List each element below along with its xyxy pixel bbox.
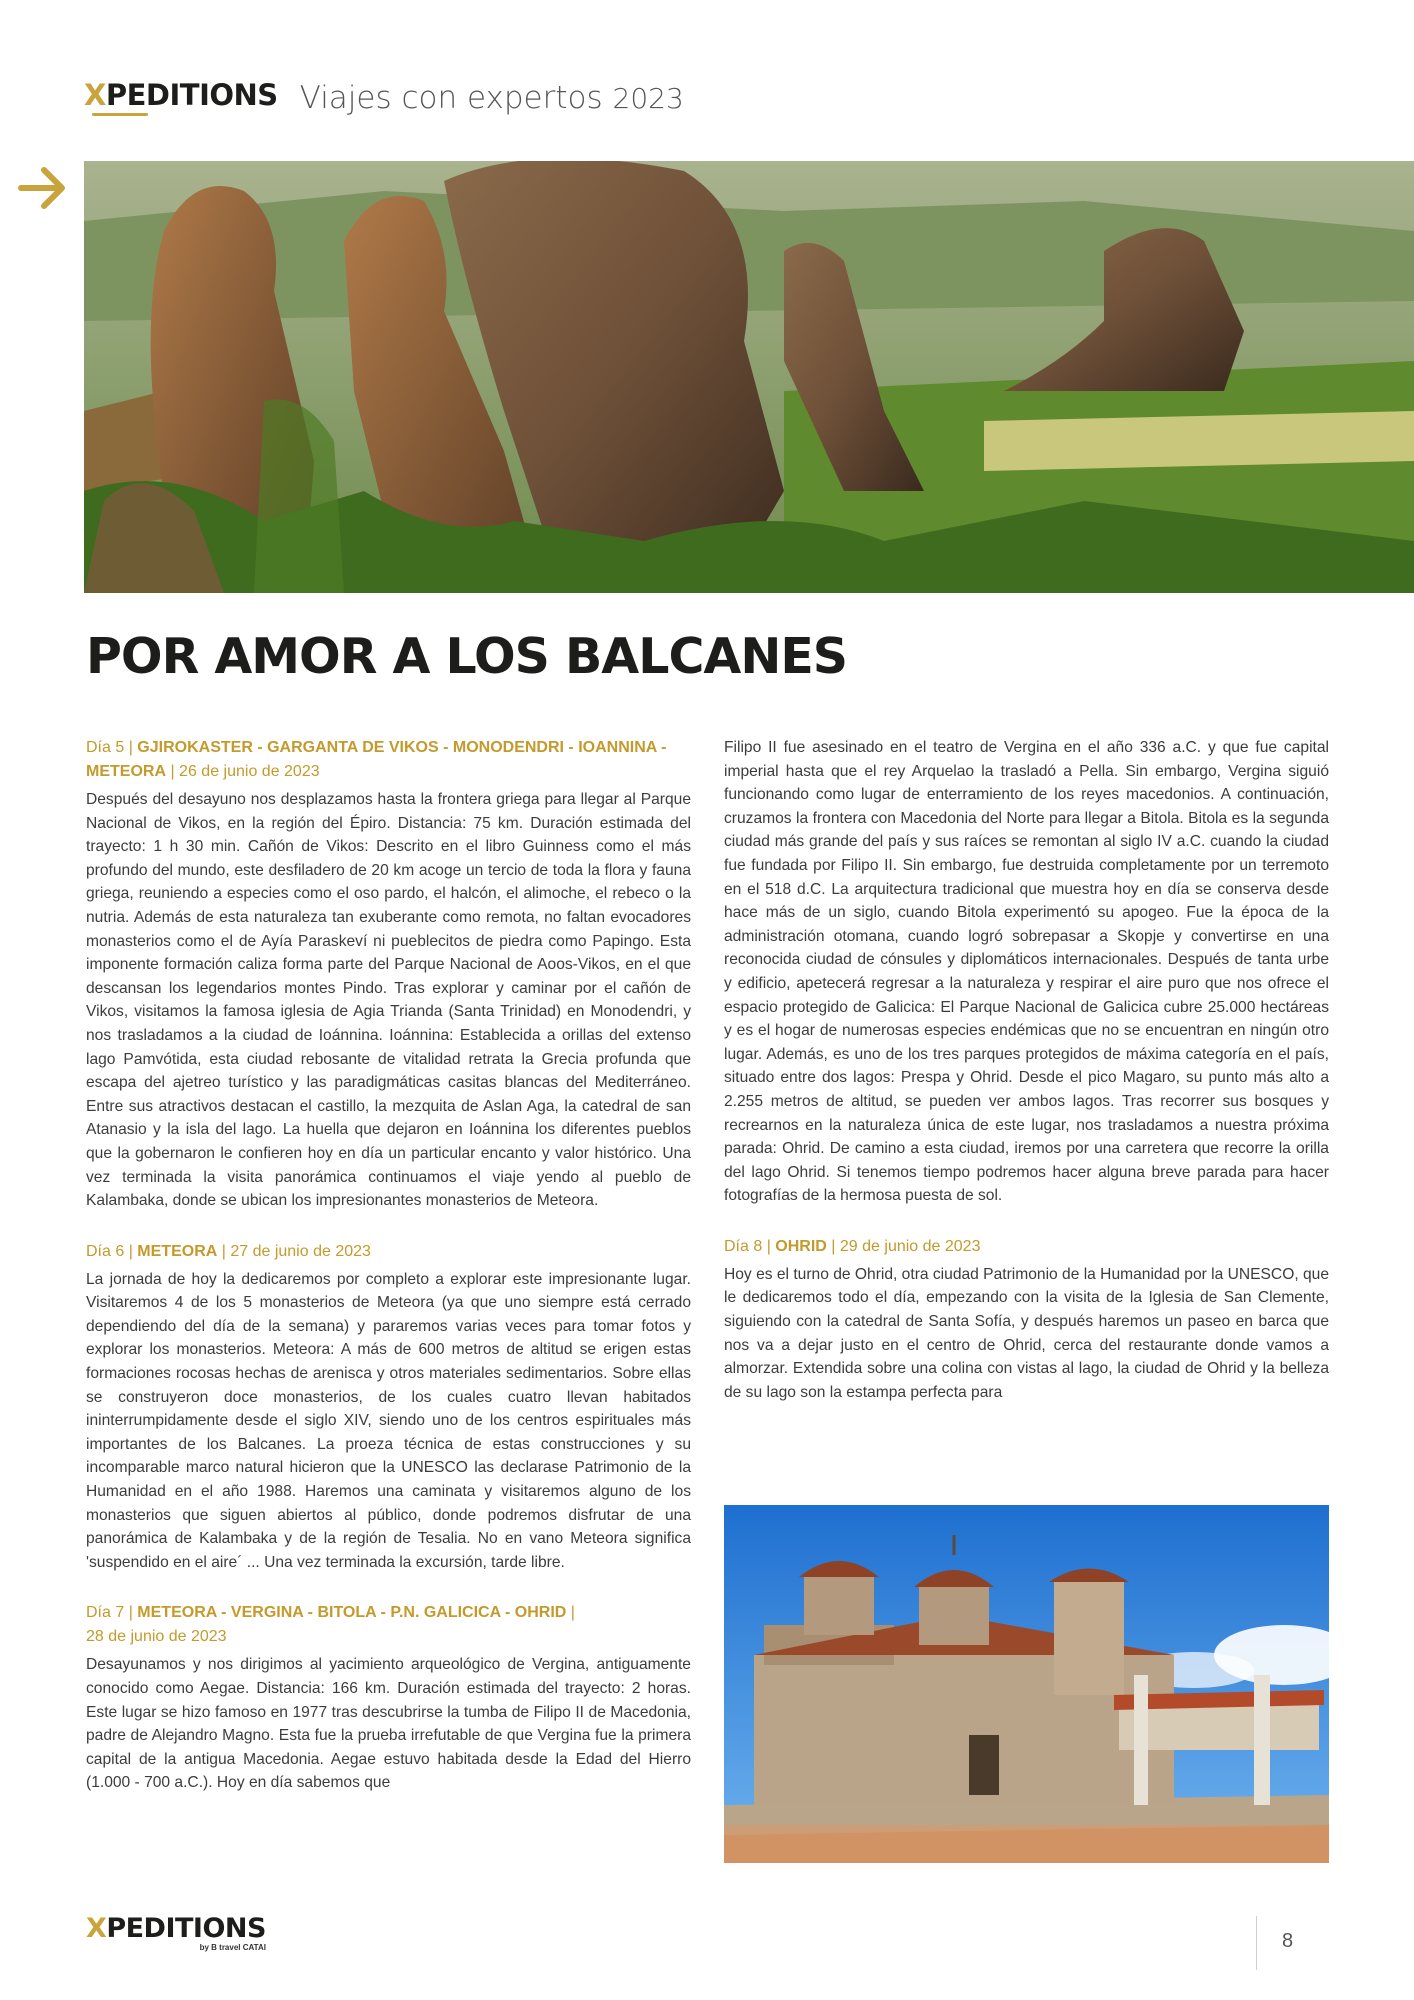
day-5-section	[86, 736, 691, 1213]
day-7-heading: Día 7 | METEORA - VERGINA - BITOLA - P.N. GALICICA - OHRID | 28 de junio de 2023	[86, 1604, 575, 1646]
day-7-section	[86, 1601, 691, 1795]
day-7-text: Desayunamos y nos dirigimos al yacimiento arqueológico de Vergina, antiguamente conocido como Aegae. Distancia: 166 km. Duración estimada del trayecto: 2 horas. Este lugar se hizo famoso en 1977 tras descubrirse la tumba de Filipo II de Macedonia, padre de Alejandro Magno. Esta fue la prueba irrefutable de que Vergina fue la primera capital de la antigua Macedonia. Aegae estuvo habitada desde la Edad del Hierro (1.000 - 700 a.C.). Hoy en día sabemos que	[86, 1656, 691, 1792]
day-8-section	[724, 1235, 1329, 1405]
day-6-heading: Día 6 | METEORA | 27 de junio de 2023	[86, 1242, 371, 1260]
right-column	[724, 736, 1329, 1404]
page-title: POR AMOR A LOS BALCANES	[86, 628, 848, 685]
left-column	[86, 736, 691, 1795]
day-8-heading: Día 8 | OHRID | 29 de junio de 2023	[724, 1237, 981, 1255]
arrow-right-icon	[18, 164, 68, 212]
day-5-heading: Día 5 | GJIROKASTER - GARGANTA DE VIKOS - MONODENDRI - IOANNINA - METEORA | 26 de junio de 2023	[86, 739, 667, 780]
footer-logo: XPEDITIONS by B travel CATAI	[86, 1913, 266, 1952]
day-6-section	[86, 1240, 691, 1575]
day-5-text: Después del desayuno nos desplazamos hasta la frontera griega para llegar al Parque Nacional de Vikos, en la región del Épiro. Distancia: 75 km. Duración estimada del trayecto: 1 h 30 min. Cañón de Vikos: Descrito en el libro Guinness como el más profundo del mundo, este desfiladero de 20 km acoge un tercio de toda la flora y fauna griega, reuniendo a especies como el oso pardo, el halcón, el alimoche, el rebeco o la nutria. Además de esta naturaleza tan exuberante como remota, no faltan evocadores monasterios como el de Ayía Paraskeví ni pueblecitos de piedra como Papingo. Esta imponente formación caliza forma parte del Parque Nacional de Aoos-Vikos, en el que descansan los legendarios montes Pindo. Tras explorar y caminar por el cañón de Vikos, visitamos la famosa iglesia de Agia Trianda (Santa Trinidad) en Monodendri, y nos trasladamos a la ciudad de Ioánnina. Ioánnina: Establecida a orillas del extenso lago Pamvótida, esta ciudad rebosante de vitalidad retrata la Grecia profunda que escapa del ajetreo turístico y las paradigmáticas casitas blancas del Mediterráneo. Entre sus atractivos destacan el castillo, la mezquita de Aslan Aga, la catedral de san Atanasio y la isla del lago. La huella que dejaron en Ioánnina los diferentes pueblos que la gobernaron le confieren hoy en día un particular encanto y valor histórico. Una vez terminada la visita panorámica continuamos el viaje yendo al pueblo de Kalambaka, donde se ubican los impresionantes monasterios de Meteora.	[86, 791, 691, 1210]
ohrid-church-photo	[724, 1505, 1329, 1863]
xpeditions-logo: XPEDITIONS	[84, 81, 278, 116]
day-7-text-continued: Filipo II fue asesinado en el teatro de Vergina en el año 336 a.C. y que fue capital imperial hasta que el rey Arquelao la trasladó a Pella. Sin embargo, Vergina siguió funcionando como lugar de enterramiento de los reyes macedonios. A continuación, cruzamos la frontera con Macedonia del Norte para llegar a Bitola. Bitola es la segunda ciudad más grande del país y sus raíces se remontan al siglo IV a.C. cuando la ciudad fue fundada por Filipo II. Sin embargo, fue destruida completamente por un terremoto en el 518 d.C. La arquitectura tradicional que muestra hoy en día se conserva desde hace más de un siglo, cuando Bitola experimentó su apogeo. Fue la época de la administración otomana, cuando logró sobrepasar a Skopje y convertirse en una reconocida ciudad de cónsules y diplomáticos internacionales. Después de tanta urbe y edificio, apetecerá regresar a la naturaleza y respirar el aire puro que nos ofrece el espacio protegido de Galicica: El Parque Nacional de Galicica cubre 25.000 hectáreas y es el hogar de numerosas especies endémicas que no se encuentran en ningún otro lugar. Además, es uno de los tres parques protegidos de máxima categoría en el país, situado entre dos lagos: Prespa y Ohrid. Desde el pico Magaro, su punto más alto a 2.255 metros de altitud, se pueden ver ambos lagos. Tras recorrer sus bosques y recrearnos en la naturaleza única de este lugar, nos trasladamos a nuestra próxima parada: Ohrid. De camino a esta ciudad, iremos por una carretera que recorre la orilla del lago Ohrid. Si tenemos tiempo podremos hacer alguna breve parada para hacer fotografías de la hermosa puesta de sol.	[724, 739, 1329, 1205]
page-number: 8	[1282, 1930, 1294, 1952]
header-title: Viajes con expertos 2023	[299, 80, 684, 116]
page-separator	[1256, 1916, 1257, 1970]
meteora-photo	[84, 161, 1414, 593]
day-6-text: La jornada de hoy la dedicaremos por completo a explorar este impresionante lugar. Visitaremos 4 de los 5 monasterios de Meteora (ya que uno siempre está cerrado dependiendo del día de la semana) y pararemos varias veces para tomar fotos y explorar los monasterios. Meteora: A más de 600 metros de altitud se erigen estas formaciones rocosas hechas de arenisca y otros materiales sedimentarios. Sobre ellas se construyeron doce monasterios, de los cuales cuatro llevan habitados ininterrumpidamente desde el siglo XIV, siendo uno de los centros espirituales más importantes de los Balcanes. La proeza técnica de estas construcciones y su incomparable marco natural hicieron que la UNESCO las declarase Patrimonio de la Humanidad en el año 1988. Haremos una caminata y visitaremos alguno de los monasterios que siguen abiertos al público, donde podremos disfrutar de una panorámica de Kalambaka y de la región de Tesalia. No en vano Meteora significa 'suspendido en el aire´ ... Una vez terminada la excursión, tarde libre.	[86, 1270, 691, 1571]
day-8-text: Hoy es el turno de Ohrid, otra ciudad Patrimonio de la Humanidad por la UNESCO, que le dedicaremos todo el día, empezando con la visita de la Iglesia de San Clemente, siguiendo con la catedral de Santa Sofía, y después haremos un paseo en barca que nos va a dejar justo en el centro de Ohrid, cerca del restaurante donde vamos a almorzar. Extendida sobre una colina con vistas al lago, la ciudad de Ohrid y la belleza de su lago son la estampa perfecta para	[724, 1265, 1330, 1401]
day-7-continued	[724, 736, 1329, 1208]
page-header	[84, 66, 684, 116]
